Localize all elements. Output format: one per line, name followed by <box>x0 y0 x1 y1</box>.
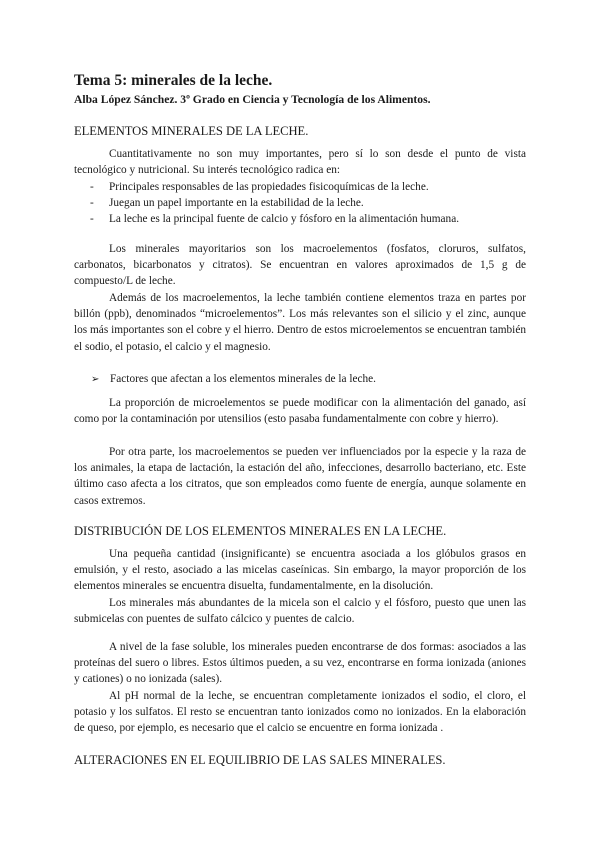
section-heading-alteraciones: ALTERACIONES EN EL EQUILIBRIO DE LAS SALES MINERALES. <box>74 753 446 767</box>
bullet-list-interes-tecnologico <box>74 179 526 228</box>
bullet-marker: - <box>90 181 94 193</box>
list-item <box>74 179 526 195</box>
paragraph-microelementos: Además de los macroelementos, la leche también contiene elementos traza en partes por billón (ppb), denominados “microelementos”. Los más relevantes son el silicio y el zinc, aunque los más importantes son el cobre y el hierro. Dentro de estos microelementos se encuentran también el sodio, el potasio, el calcio y el magnesio. <box>74 292 526 353</box>
list-item <box>74 195 526 211</box>
section-heading-elementos-minerales: ELEMENTOS MINERALES DE LA LECHE. <box>74 124 309 138</box>
paragraph-fase-soluble: A nivel de la fase soluble, los minerales pueden encontrarse de dos formas: asociados a las proteínas del suero o libres. Estos últimos pueden, a su vez, encontrarse en forma ionizada (aniones y cationes) o no ionizada (sales). <box>74 641 526 686</box>
paragraph-macroelementos: Los minerales mayoritarios son los macroelementos (fosfatos, cloruros, sulfatos, carbonatos, bicarbonatos y citratos). Se encuentran en valores aproximados de 1,5 g de compuesto/L de leche. <box>74 243 526 288</box>
subheading-text: Factores que afectan a los elementos minerales de la leche. <box>110 373 376 385</box>
list-item-text: Principales responsables de las propiedades fisicoquímicas de la leche. <box>109 181 429 193</box>
paragraph-especie-raza: Por otra parte, los macroelementos se pueden ver influenciados por la especie y la raza de los animales, la etapa de lactación, la estación del año, infecciones, desarrollo bacteriano, etc. Este último caso afecta a los citratos, que son empleados como fuente de energía, aunque solamente en casos extremos. <box>74 446 526 507</box>
document-author-line: Alba López Sánchez. 3º Grado en Ciencia y Tecnología de los Alimentos. <box>74 93 431 106</box>
paragraph-alimentacion: La proporción de microelementos se puede modificar con la alimentación del ganado, así como por la contaminación por utensilios (esto pasaba fundamentalmente con cobre y hierro). <box>74 397 526 426</box>
paragraph-micela: Los minerales más abundantes de la micela son el calcio y el fósforo, puesto que unen las submicelas con puentes de sulfato cálcico y puentes de calcio. <box>74 597 526 626</box>
bullet-marker: - <box>90 197 94 210</box>
document-title: Tema 5: minerales de la leche. <box>74 72 273 89</box>
list-item-text: La leche es la principal fuente de calcio y fósforo en la alimentación humana. <box>109 213 460 226</box>
paragraph-globulos-grasos: Una pequeña cantidad (insignificante) se encuentra asociada a los glóbulos grasos en emulsión, y el resto, asociado a las micelas caseínicas. Sin embargo, la mayor proporción de los elementos minerales se encuentra disuelta, fundamentalmente, en la disolución. <box>74 548 526 593</box>
subheading-factores <box>91 371 376 388</box>
bullet-marker: - <box>90 213 94 226</box>
paragraph-ph-normal: Al pH normal de la leche, se encuentran completamente ionizados el sodio, el cloro, el potasio y los sulfatos. El resto se encuentran tanto ionizados como no ionizados. En la elaboración de queso, por ejemplo, es necesario que el calcio se encuentre en forma ionizada . <box>74 690 526 735</box>
arrow-bullet-icon: ➢ <box>91 374 100 385</box>
paragraph-intro: Cuantitativamente no son muy importantes, pero sí lo son desde el punto de vista tecnológico y nutricional. Su interés tecnológico radica en: <box>74 148 526 177</box>
list-item-text: Juegan un papel importante en la estabilidad de la leche. <box>109 197 364 210</box>
list-item <box>74 211 526 227</box>
section-heading-distribucion: DISTRIBUCIÓN DE LOS ELEMENTOS MINERALES EN LA LECHE. <box>74 524 447 538</box>
